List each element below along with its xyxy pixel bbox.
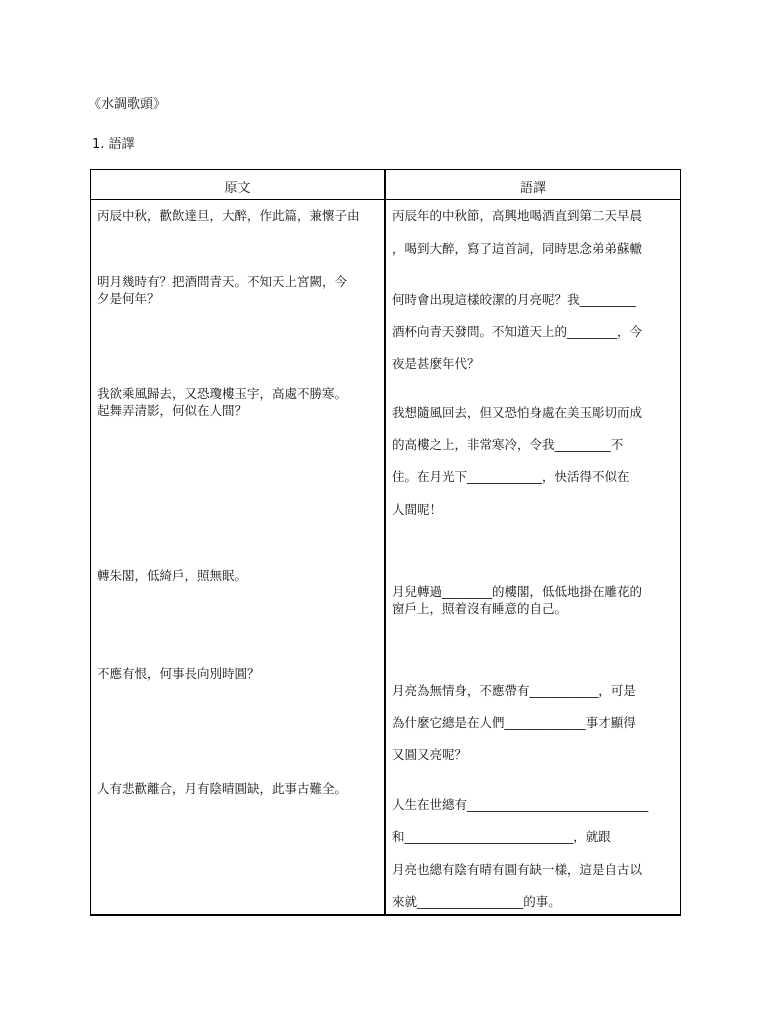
original-line-preface: 丙辰中秋，歡飲達旦，大醉，作此篇，兼懷子由 (97, 208, 360, 223)
translation-line: 人間呢！ (392, 502, 443, 517)
translation-line: 酒杯向青天發問。不知道天上的________，今 (392, 324, 643, 339)
document-title: 《水調歌頭》 (88, 97, 167, 112)
translation-line: 為什麼它總是在人們_____________事才顯得 (392, 715, 636, 730)
header-original: 原文 (224, 181, 251, 196)
header-divider (91, 199, 680, 200)
translation-line: 何時會出現這樣皎潔的月亮呢？我_________ (392, 292, 636, 307)
original-line-moon-question: 明月幾時有？把酒問青天。不知天上宮闕，今 夕是何年？ (97, 274, 348, 306)
translation-line: 夜是甚麼年代？ (392, 356, 480, 371)
original-line-joy-sorrow: 人有悲歡離合，月有陰晴圓缺，此事古難全。 (97, 781, 348, 796)
original-line-vermilion-pavilion: 轉朱閣，低綺戶，照無眠。 (97, 568, 248, 583)
translation-line: ，喝到大醉，寫了這首詞，同時思念弟弟蘇轍 (392, 241, 643, 256)
section-heading: 1. 語譯 (92, 137, 135, 152)
translation-line: 丙辰年的中秋節，高興地喝酒直到第二天早晨 (392, 208, 643, 223)
original-line-ride-wind: 我欲乘風歸去，又恐瓊樓玉宇，高處不勝寒。 起舞弄清影，何似在人間？ (97, 386, 348, 418)
translation-line: 月兒轉過________的樓閣，低低地掛在雕花的 窗戶上，照着沒有睡意的自己。 (392, 584, 643, 616)
translation-line: 和___________________________，就跟 (392, 829, 611, 844)
column-divider (384, 170, 386, 916)
translation-line: 月亮為無情身，不應帶有___________，可是 (392, 683, 636, 698)
original-line-no-regret: 不應有恨，何事長向別時圓？ (97, 666, 260, 681)
translation-line: 月亮也總有陰有晴有圓有缺一樣，這是自古以 (392, 862, 643, 877)
header-translation: 語譯 (519, 181, 546, 196)
table-bottom-border (91, 914, 680, 916)
translation-line: 來就_________________的事。 (392, 894, 561, 909)
translation-line: 又圓又亮呢？ (392, 747, 468, 762)
translation-line: 人生在世總有_____________________________ (392, 797, 649, 812)
translation-line: 住。在月光下____________，快活得不似在 (392, 469, 630, 484)
translation-line: 我想隨風回去，但又恐怕身處在美玉彫切而成 (392, 405, 643, 420)
translation-line: 的高樓之上，非常寒冷，令我_________不 (392, 437, 624, 452)
